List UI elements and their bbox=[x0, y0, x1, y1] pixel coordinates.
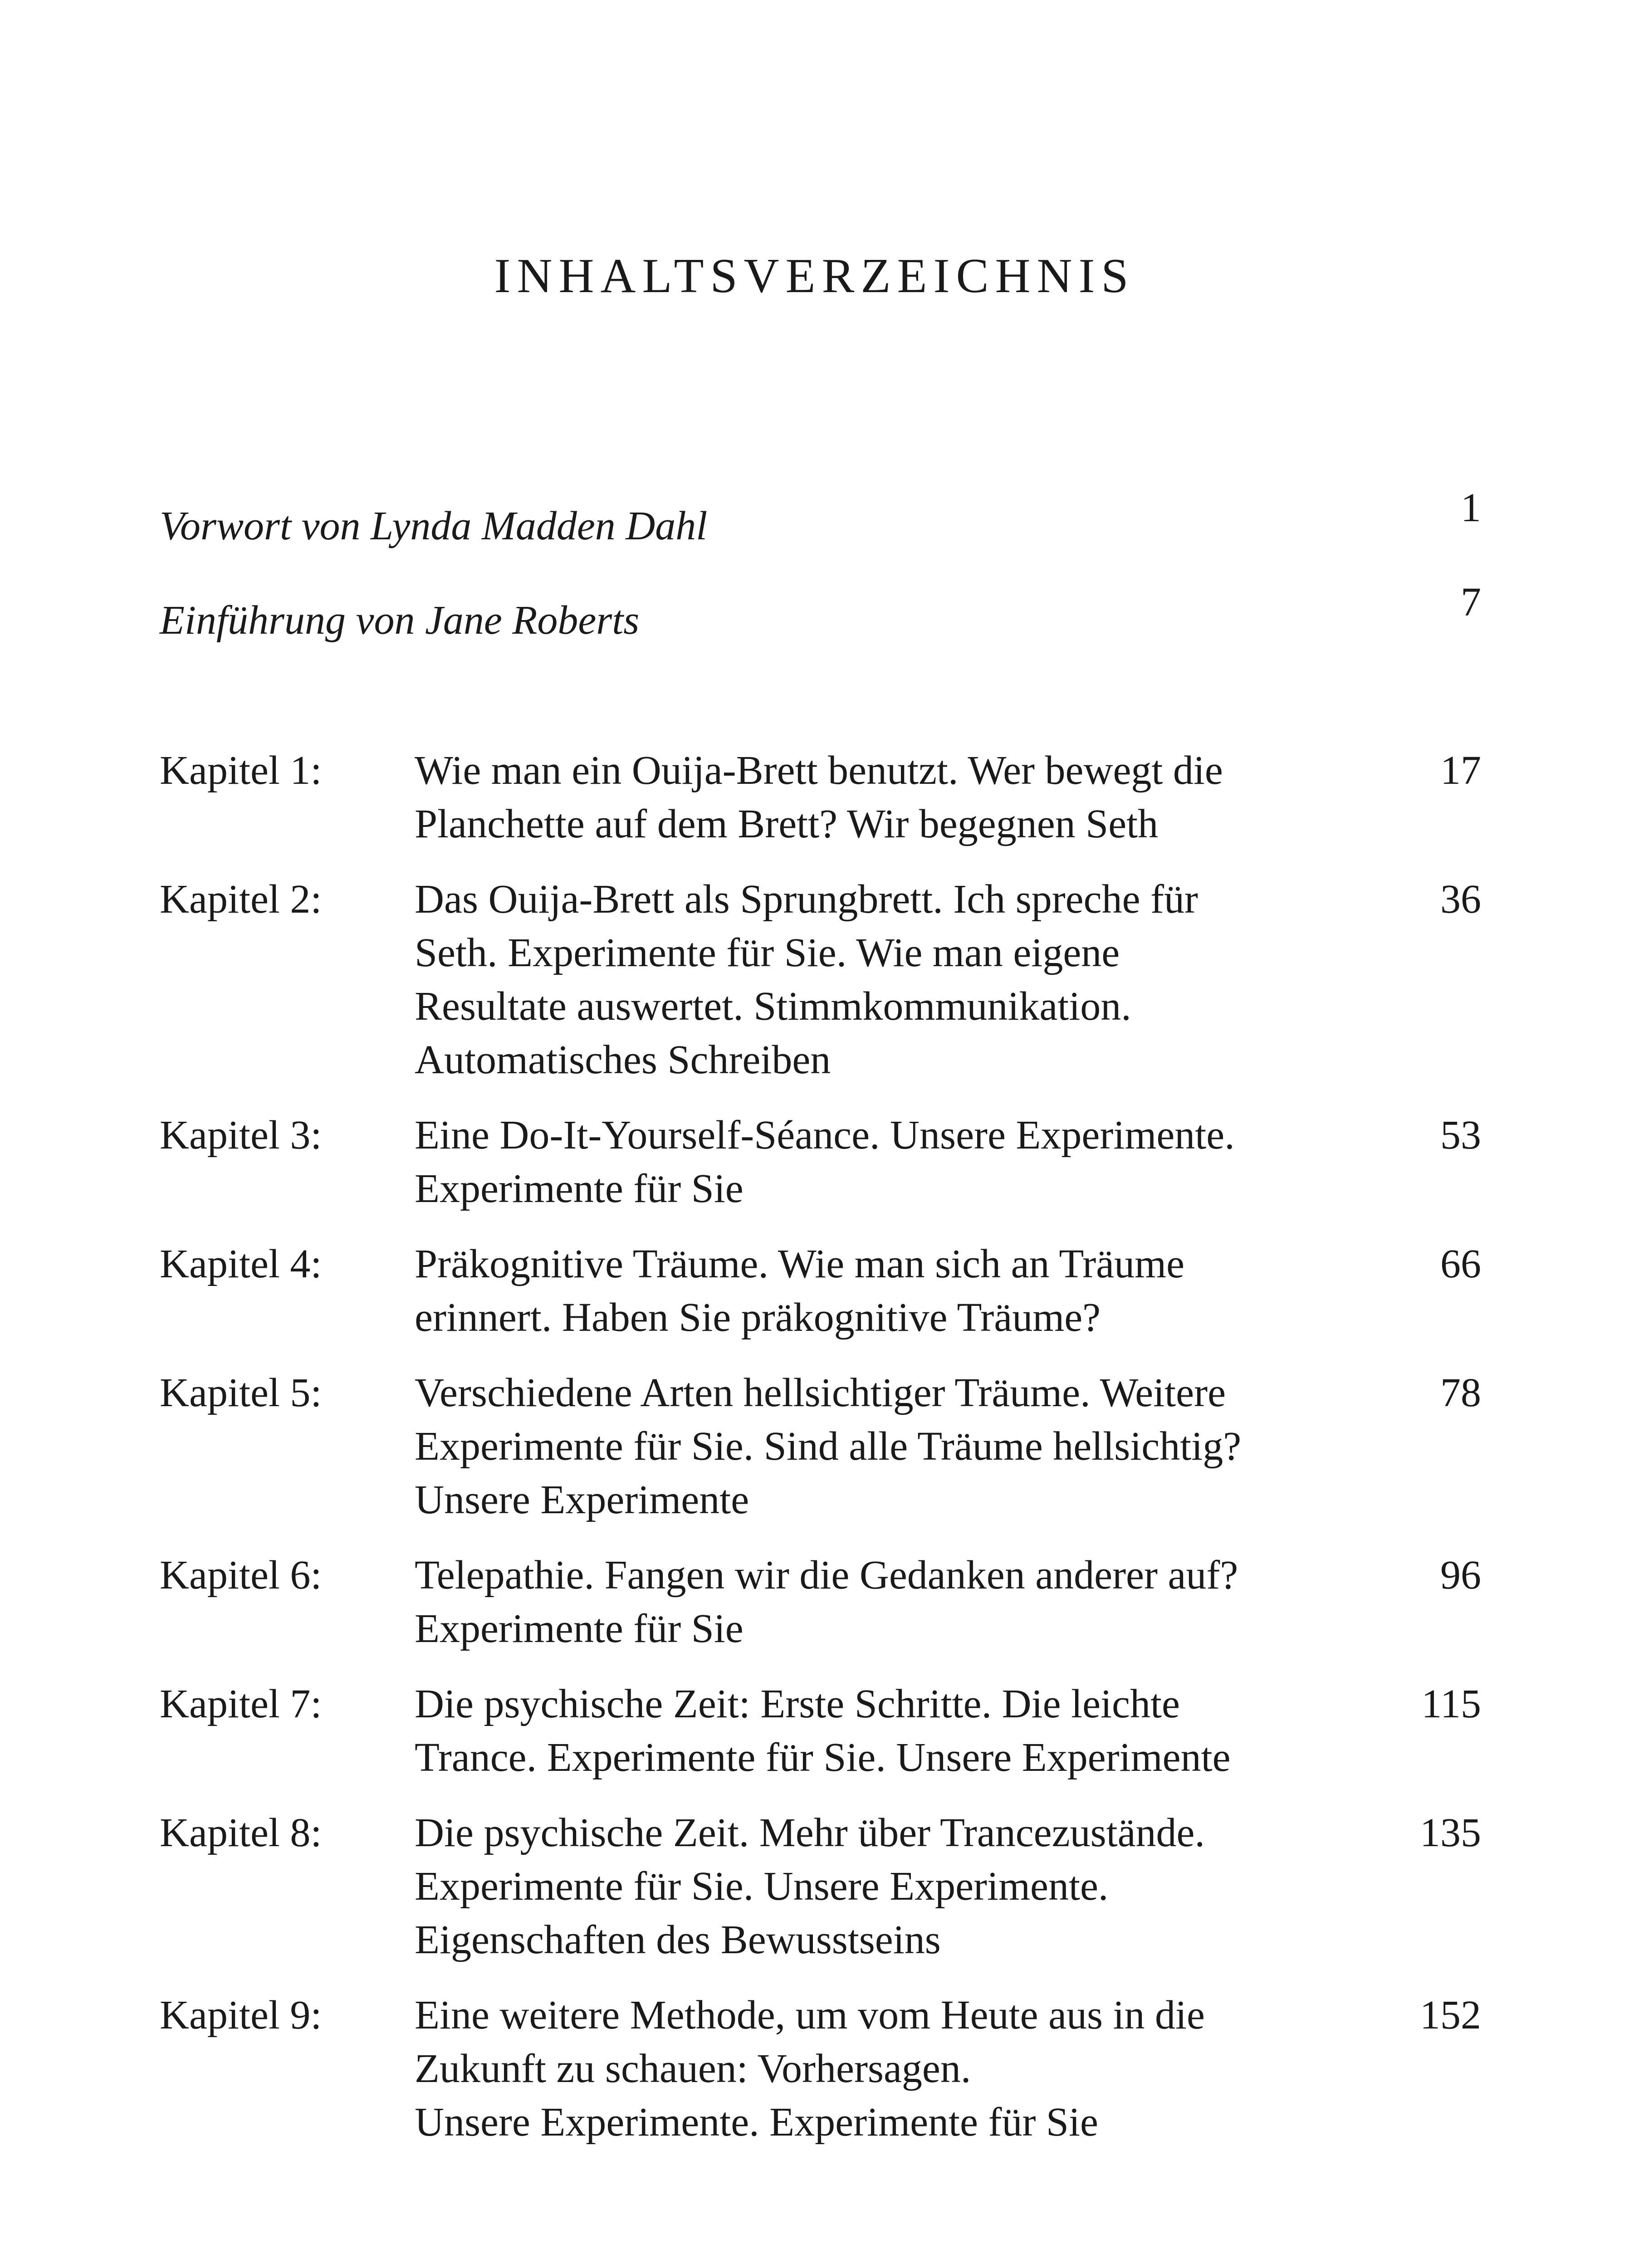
chapter-description-line: Planchette auf dem Brett? Wir begegnen Seth bbox=[415, 802, 1159, 846]
front-matter-page-number: 7 bbox=[1461, 580, 1481, 625]
chapter-page-number: 53 bbox=[1440, 1113, 1481, 1158]
chapter-description-line: Eigenschaften des Bewusstseins bbox=[415, 1917, 941, 1962]
chapter-description bbox=[415, 1109, 1304, 1216]
chapter-label: Kapitel 4: bbox=[160, 1242, 322, 1286]
front-matter-entry bbox=[160, 575, 1481, 670]
chapter-page-number: 152 bbox=[1420, 1993, 1481, 2038]
chapter-label: Kapitel 7: bbox=[160, 1681, 322, 1726]
chapter-description bbox=[415, 1806, 1304, 1967]
chapter-list bbox=[160, 744, 1481, 2171]
chapter-description-line: Eine Do-It-Yourself-Séance. Unsere Experimente. bbox=[415, 1113, 1235, 1158]
chapter-label: Kapitel 2: bbox=[160, 877, 322, 922]
chapter-description-line: Verschiedene Arten hellsichtiger Träume. Weitere bbox=[415, 1370, 1226, 1415]
chapter-description-line: Die psychische Zeit. Mehr über Trancezustände. bbox=[415, 1810, 1205, 1855]
front-matter-entry bbox=[160, 481, 1481, 575]
chapter-label: Kapitel 6: bbox=[160, 1553, 322, 1598]
chapter-description bbox=[415, 1677, 1304, 1784]
chapter-label: Kapitel 9: bbox=[160, 1993, 322, 2038]
chapter-entry bbox=[160, 1109, 1481, 1216]
chapter-description-line: Experimente für Sie bbox=[415, 1166, 744, 1211]
front-matter-title: Vorwort von Lynda Madden Dahl bbox=[160, 503, 708, 548]
chapter-entry bbox=[160, 873, 1481, 1087]
front-matter-page-number: 1 bbox=[1461, 485, 1481, 530]
chapter-description-line: Experimente für Sie. Sind alle Träume hellsichtig? bbox=[415, 1424, 1242, 1469]
chapter-description-line: erinnert. Haben Sie präkognitive Träume? bbox=[415, 1295, 1101, 1340]
chapter-entry bbox=[160, 1806, 1481, 1967]
chapter-page-number: 115 bbox=[1421, 1681, 1481, 1726]
front-matter-title: Einführung von Jane Roberts bbox=[160, 598, 640, 643]
chapter-description-line: Resultate auswertet. Stimmkommunikation. bbox=[415, 984, 1131, 1029]
chapter-description-line: Unsere Experimente. Experimente für Sie bbox=[415, 2100, 1098, 2145]
chapter-entry bbox=[160, 744, 1481, 851]
chapter-description-line: Experimente für Sie. Unsere Experimente. bbox=[415, 1864, 1109, 1909]
chapter-description bbox=[415, 744, 1304, 851]
chapter-label: Kapitel 5: bbox=[160, 1370, 322, 1415]
chapter-page-number: 17 bbox=[1440, 748, 1481, 793]
chapter-description bbox=[415, 1237, 1304, 1344]
chapter-description-line: Seth. Experimente für Sie. Wie man eigene bbox=[415, 930, 1120, 975]
chapter-entry bbox=[160, 1366, 1481, 1527]
page-title: INHALTSVERZEICHNIS bbox=[494, 249, 1135, 303]
chapter-label: Kapitel 8: bbox=[160, 1810, 322, 1855]
chapter-description-line: Das Ouija-Brett als Sprungbrett. Ich spreche für bbox=[415, 877, 1198, 922]
chapter-description bbox=[415, 1549, 1304, 1656]
chapter-description bbox=[415, 1366, 1304, 1527]
chapter-description-line: Zukunft zu schauen: Vorhersagen. bbox=[415, 2046, 971, 2091]
chapter-page-number: 36 bbox=[1440, 877, 1481, 922]
chapter-page-number: 78 bbox=[1440, 1370, 1481, 1415]
chapter-entry bbox=[160, 1237, 1481, 1344]
chapter-description bbox=[415, 1989, 1304, 2149]
chapter-entry bbox=[160, 1549, 1481, 1656]
chapter-description-line: Telepathie. Fangen wir die Gedanken anderer auf? bbox=[415, 1553, 1238, 1598]
chapter-entry bbox=[160, 1989, 1481, 2149]
front-matter-list bbox=[160, 481, 1481, 670]
chapter-description-line: Eine weitere Methode, um vom Heute aus in die bbox=[415, 1993, 1205, 2038]
chapter-page-number: 66 bbox=[1440, 1242, 1481, 1286]
chapter-description-line: Präkognitive Träume. Wie man sich an Träume bbox=[415, 1242, 1185, 1286]
chapter-page-number: 135 bbox=[1420, 1810, 1481, 1855]
chapter-description-line: Die psychische Zeit: Erste Schritte. Die leichte bbox=[415, 1681, 1180, 1726]
chapter-description-line: Experimente für Sie bbox=[415, 1606, 744, 1651]
chapter-label: Kapitel 1: bbox=[160, 748, 322, 793]
chapter-page-number: 96 bbox=[1440, 1553, 1481, 1598]
chapter-description-line: Automatisches Schreiben bbox=[415, 1037, 831, 1082]
chapter-description-line: Trance. Experimente für Sie. Unsere Experimente bbox=[415, 1735, 1231, 1780]
chapter-label: Kapitel 3: bbox=[160, 1113, 322, 1158]
chapter-description bbox=[415, 873, 1304, 1087]
chapter-description-line: Unsere Experimente bbox=[415, 1477, 749, 1522]
chapter-description-line: Wie man ein Ouija-Brett benutzt. Wer bewegt die bbox=[415, 748, 1223, 793]
chapter-entry bbox=[160, 1677, 1481, 1784]
